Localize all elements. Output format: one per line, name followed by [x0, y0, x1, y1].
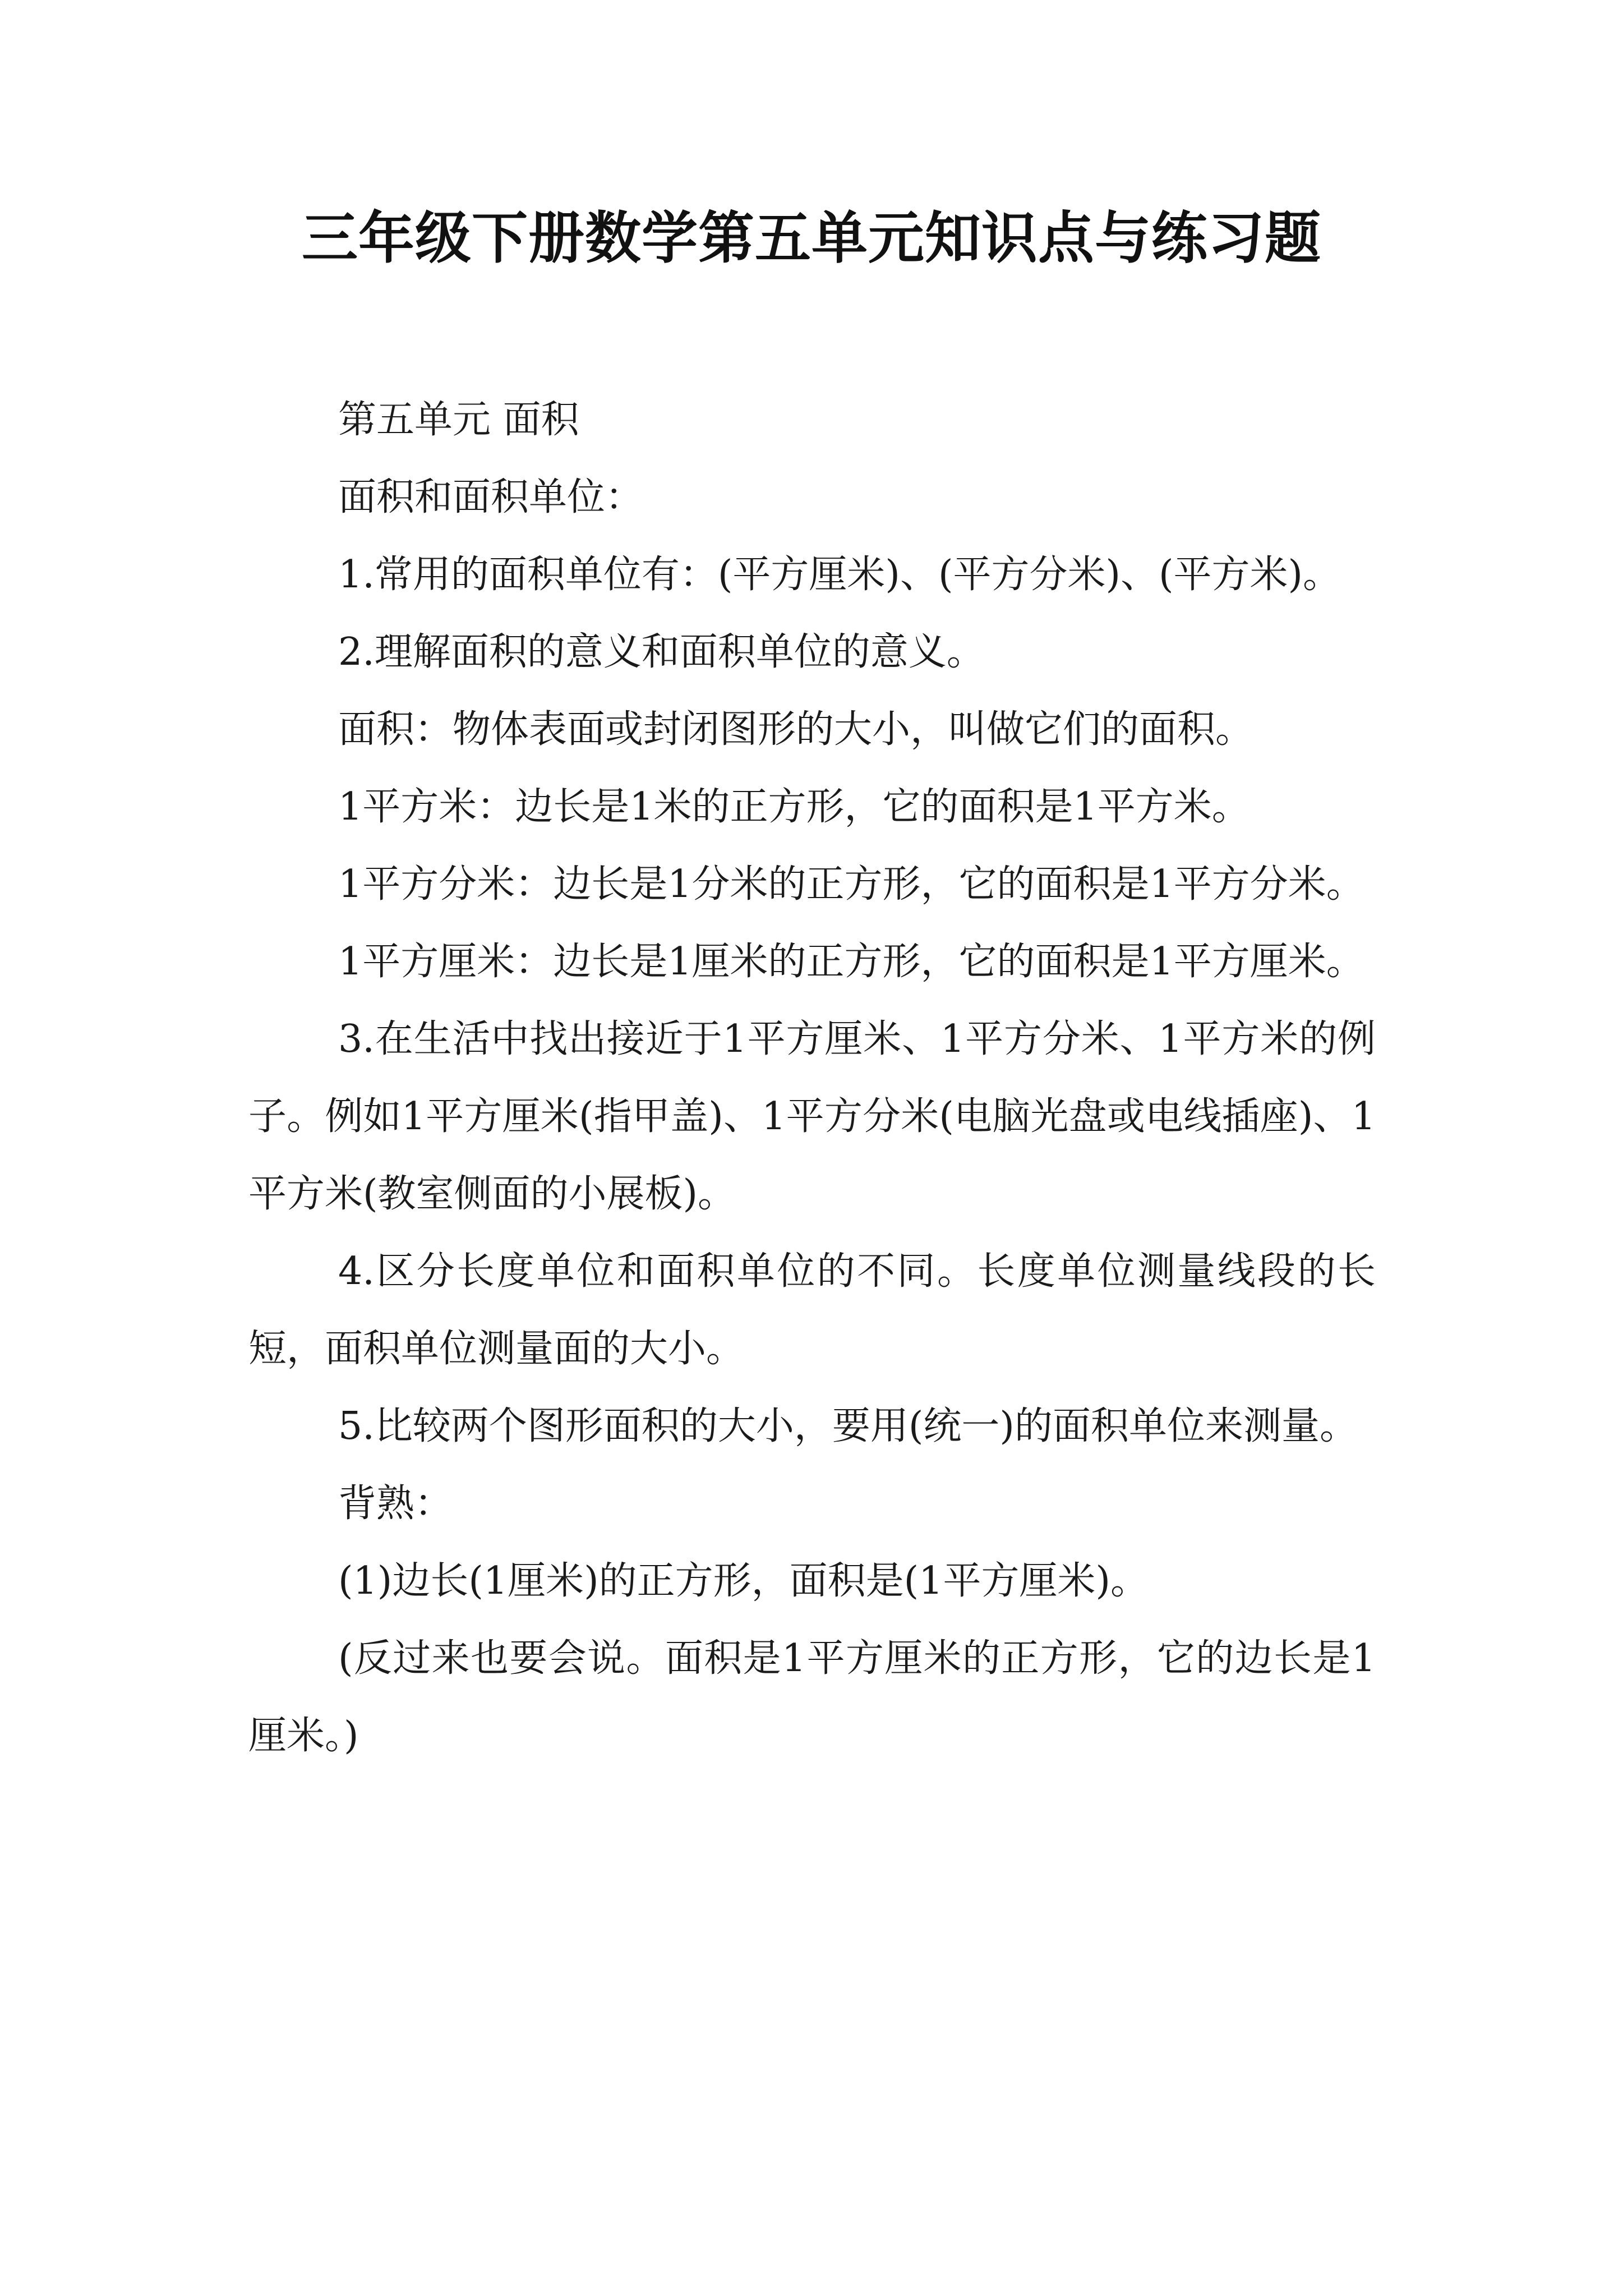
- unit-heading: 第五单元 面积: [338, 398, 579, 442]
- document-title: 三年级下册数学第五单元知识点与练习题: [302, 205, 1321, 271]
- document-body: [248, 381, 1376, 1775]
- point-4: 4.区分长度单位和面积单位的不同。长度单位测量线段的长短，面积单位测量面的大小。: [248, 1249, 1376, 1371]
- point-1: 1.常用的面积单位有：(平方厘米)、(平方分米)、(平方米)。: [338, 553, 1341, 597]
- definition-area: 面积：物体表面或封闭图形的大小，叫做它们的面积。: [338, 707, 1254, 752]
- memorize-heading: 背熟：: [338, 1481, 453, 1526]
- definition-square-decimeter: 1平方分米：边长是1分米的正方形，它的面积是1平方分米。: [338, 862, 1364, 907]
- section-heading: 面积和面积单位：: [338, 475, 644, 519]
- point-3: 3.在生活中找出接近于1平方厘米、1平方分米、1平方米的例子。例如1平方厘米(指甲盖)、1平方分米(电脑光盘或电线插座)、1平方米(教室侧面的小展板)。: [248, 1017, 1376, 1216]
- definition-square-centimeter: 1平方厘米：边长是1厘米的正方形，它的面积是1平方厘米。: [338, 940, 1364, 984]
- definition-square-meter: 1平方米：边长是1米的正方形，它的面积是1平方米。: [338, 785, 1250, 829]
- point-2: 2.理解面积的意义和面积单位的意义。: [338, 630, 985, 674]
- memorize-item-1: (1)边长(1厘米)的正方形，面积是(1平方厘米)。: [338, 1559, 1149, 1603]
- point-5: 5.比较两个图形面积的大小，要用(统一)的面积单位来测量。: [338, 1404, 1358, 1448]
- memorize-note: (反过来也要会说。面积是1平方厘米的正方形，它的边长是1厘米。): [248, 1636, 1376, 1758]
